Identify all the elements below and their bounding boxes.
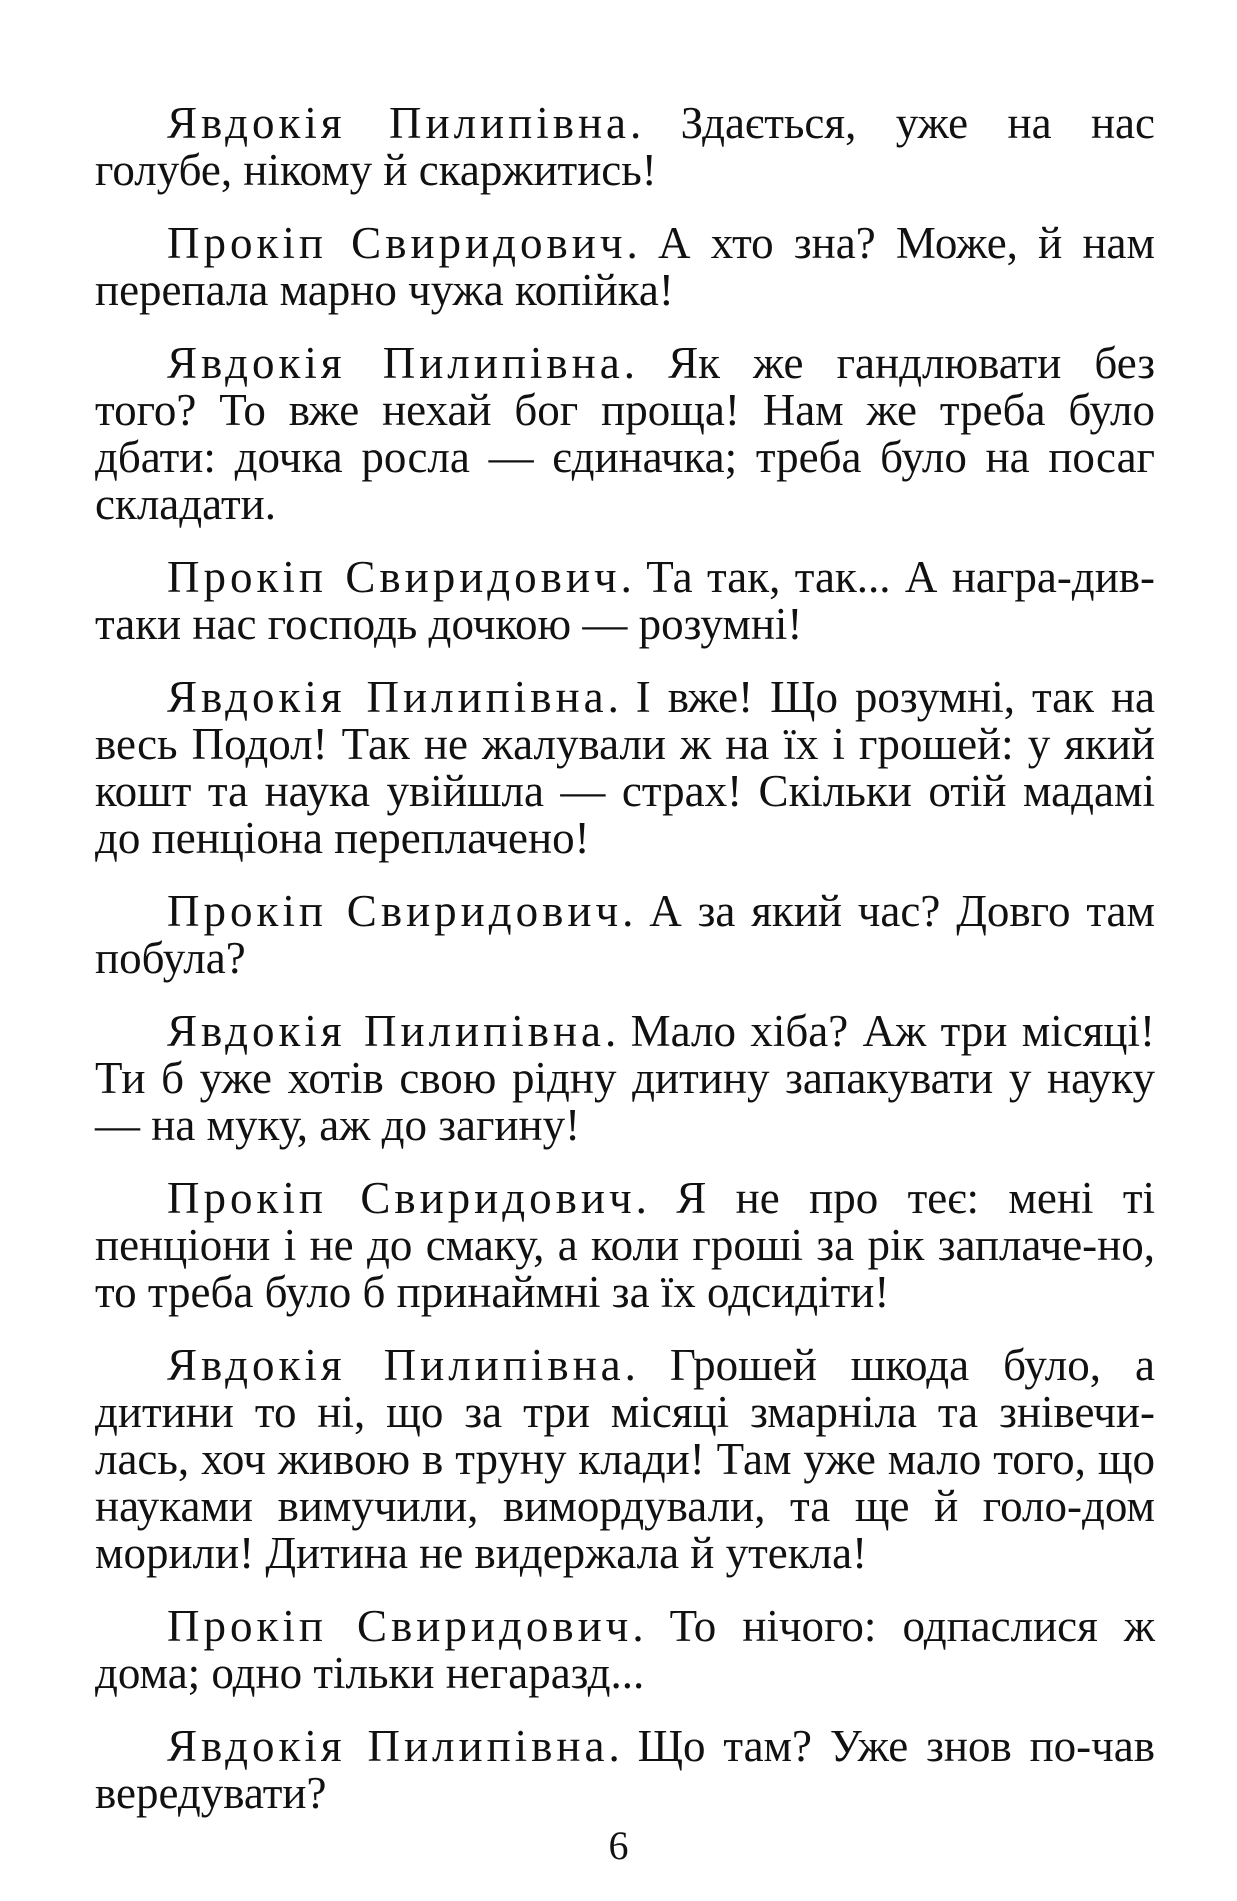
page-number: 6 [608, 1823, 629, 1868]
speaker-name: Явдокія Пилипівна [167, 98, 630, 148]
speaker-name: Прокіп Свиридович [167, 218, 627, 268]
dialogue-line: Грошей шкода було, а дитини то ні, що за три місяці змарніла та знівечи-лась, хоч живою в труну клади! Там уже мало того, що науками вимучили, вимордували, та ще й голо-дом морили! Дитина не видержала й утекла! [95, 1340, 1155, 1578]
speaker-name: Прокіп Свиридович [167, 1173, 636, 1223]
dialogue-paragraph: Прокіп Свиридович. То нічого: одпаслися ж дома; одно тільки негаразд... [95, 1601, 1155, 1698]
dialogue-line: То нічого: одпаслися ж дома; одно тільки негаразд... [95, 1601, 1155, 1698]
speaker-name: Явдокія Пилипівна [167, 1340, 625, 1390]
dialogue-paragraph: Явдокія Пилипівна. Здається, уже на нас голубе, нікому й скаржитись! [95, 98, 1155, 195]
dialogue-paragraph: Прокіп Свиридович. Та так, так... А награ-див-таки нас господь дочкою — розумні! [95, 552, 1156, 649]
speaker-name: Прокіп Свиридович [167, 1601, 633, 1651]
speaker-name: Явдокія Пилипівна [167, 338, 624, 388]
speaker-name: Явдокія Пилипівна [167, 1721, 609, 1771]
speaker-name: Прокіп Свиридович [167, 886, 623, 936]
dialogue-paragraph: Явдокія Пилипівна. Мало хіба? Аж три місяці! Ти б уже хотів свою рідну дитину запакувати у науку — на муку, аж до загину! [95, 1006, 1155, 1150]
dialogue-line: А за який час? Довго там побула? [95, 886, 1156, 983]
dialogue-paragraph: Явдокія Пилипівна. І вже! Що розумні, так на весь Подол! Так не жалували ж на їх і грошей: у який кошт та наука увійшла — страх! Скільки отій мадамі до пенціона переплачено! [95, 672, 1156, 863]
dialogue-paragraph: Прокіп Свиридович. А за який час? Довго там побула? [95, 886, 1156, 983]
dialogue-paragraph: Явдокія Пилипівна. Грошей шкода було, а дитини то ні, що за три місяці змарніла та знівечи-лась, хоч живою в труну клади! Там уже мало того, що науками вимучили, вимордували, та ще й голо-дом морили! Дитина не видержала й утекла! [95, 1340, 1155, 1578]
dialogue-paragraph: Прокіп Свиридович. Я не про теє: мені ті пенціони і не до смаку, а коли гроші за рік заплаче-но, то треба було б принаймні за їх одсидіти! [95, 1173, 1156, 1317]
dialogue-line: Що там? Уже знов по-чав вередувати? [95, 1721, 1156, 1818]
dialogue-line: Та так, так... А награ-див-таки нас господь дочкою — розумні! [95, 552, 1156, 649]
speaker-name: Явдокія Пилипівна [167, 672, 608, 722]
dialogue-paragraph: Прокіп Свиридович. А хто зна? Може, й нам перепала марно чужа копійка! [95, 218, 1156, 315]
dialogue-line: Я не про теє: мені ті пенціони і не до смаку, а коли гроші за рік заплаче-но, то треба було б принаймні за їх одсидіти! [95, 1173, 1156, 1317]
dialogue-paragraph: Явдокія Пилипівна. Що там? Уже знов по-чав вередувати? [95, 1721, 1156, 1818]
book-page-text [95, 100, 1155, 1843]
dialogue-paragraph: Явдокія Пилипівна. Як же гандлювати без того? То вже нехай бог проща! Нам же треба було дбати: дочка росла — єдиначка; треба було на посаг складати. [95, 338, 1155, 529]
dialogue-line: А хто зна? Може, й нам перепала марно чужа копійка! [95, 218, 1156, 315]
dialogue-line: Як же гандлювати без того? То вже нехай бог проща! Нам же треба було дбати: дочка росла — єдиначка; треба було на посаг складати. [95, 338, 1155, 529]
speaker-name: Прокіп Свиридович [167, 552, 621, 602]
speaker-name: Явдокія Пилипівна [167, 1006, 605, 1056]
dialogue-line: Мало хіба? Аж три місяці! Ти б уже хотів свою рідну дитину запакувати у науку — на муку, аж до загину! [95, 1006, 1155, 1150]
dialogue-line: І вже! Що розумні, так на весь Подол! Так не жалували ж на їх і грошей: у який кошт та наука увійшла — страх! Скільки отій мадамі до пенціона переплачено! [95, 672, 1156, 863]
dialogue-line: Здається, уже на нас голубе, нікому й скаржитись! [95, 98, 1155, 195]
